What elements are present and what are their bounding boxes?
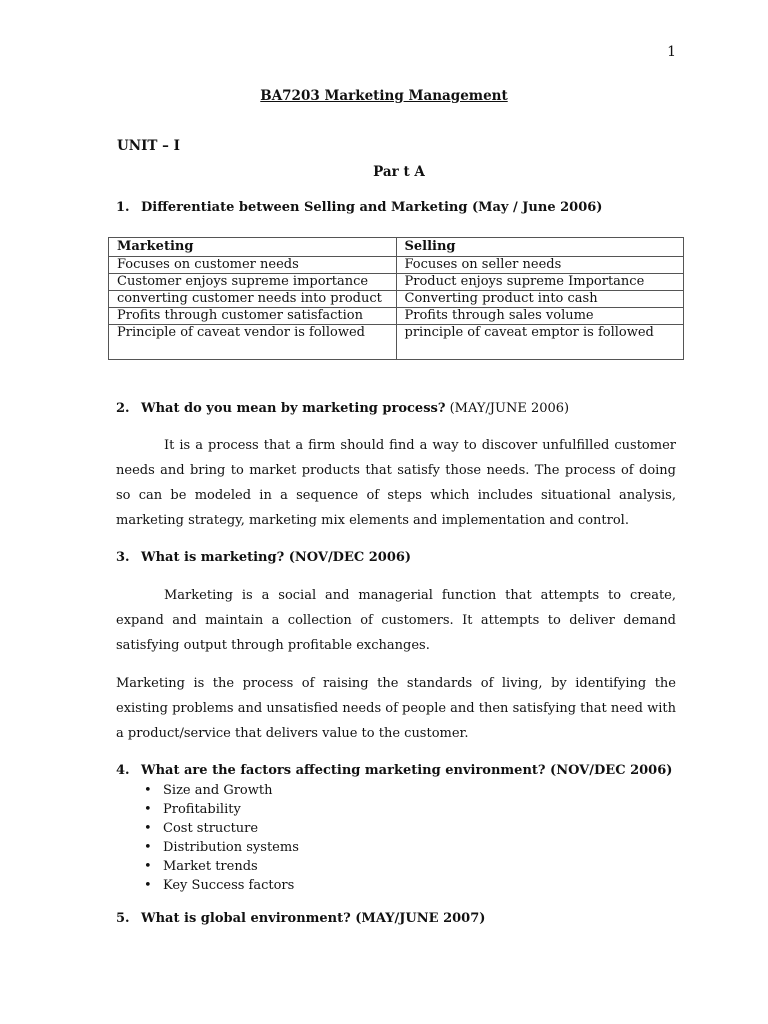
question-number: 3. [116, 550, 130, 565]
question-text: What do you mean by marketing process? [141, 401, 446, 416]
question-number: 4. [116, 763, 130, 778]
table-row [109, 308, 684, 325]
question-1 [116, 200, 602, 215]
list-item: • Cost structure [144, 819, 299, 838]
list-item: • Distribution systems [144, 838, 299, 857]
table-cell: Profits through sales volume [396, 308, 684, 325]
question-4 [116, 763, 672, 778]
table-cell: principle of caveat emptor is followed [396, 325, 684, 360]
question-tag: (MAY/JUNE 2006) [445, 401, 570, 416]
table-cell: Converting product into cash [396, 291, 684, 308]
question-2 [116, 401, 569, 416]
list-item: • Key Success factors [144, 876, 299, 895]
factor-list [144, 781, 299, 895]
unit-heading: UNIT – I [117, 138, 180, 154]
list-item: • Market trends [144, 857, 299, 876]
table-cell: Customer enjoys supreme importance [109, 274, 397, 291]
table-cell: Focuses on customer needs [109, 257, 397, 274]
question-text: What are the factors affecting marketing environment? (NOV/DEC 2006) [141, 763, 673, 778]
comparison-table [108, 237, 684, 360]
table-cell: Profits through customer satisfaction [109, 308, 397, 325]
table-cell: Product enjoys supreme Importance [396, 274, 684, 291]
question-number: 5. [116, 911, 130, 926]
part-heading: Par t A [373, 164, 425, 180]
answer-paragraph: Marketing is a social and managerial function that attempts to create, expand and maintain a collection of customers. It attempts to deliver demand satisfying output through profitable exchanges. [116, 588, 676, 653]
question-text: Differentiate between Selling and Marketing (May / June 2006) [141, 200, 603, 215]
question-text: What is global environment? (MAY/JUNE 2007) [141, 911, 486, 926]
list-item: • Profitability [144, 800, 299, 819]
table-row [109, 274, 684, 291]
list-item: • Size and Growth [144, 781, 299, 800]
table-cell: converting customer needs into product [109, 291, 397, 308]
page-number: 1 [667, 44, 676, 60]
table-header-row [109, 238, 684, 257]
document-title: BA7203 Marketing Management [260, 88, 508, 104]
table-row [109, 257, 684, 274]
table-header-selling: Selling [396, 238, 684, 257]
question-5 [116, 911, 485, 926]
answer-paragraph: It is a process that a firm should find a way to discover unfulfilled customer needs and bring to market products that satisfy those needs. The process of doing so can be modeled in a sequence of steps which includes situational analysis, marketing strategy, marketing mix elements and implementation and control. [116, 438, 676, 528]
table-cell: Principle of caveat vendor is followed [109, 325, 397, 360]
question-number: 1. [116, 200, 130, 215]
table-row [109, 291, 684, 308]
table-row [109, 325, 684, 360]
table-cell: Focuses on seller needs [396, 257, 684, 274]
table-header-marketing: Marketing [109, 238, 397, 257]
question-text: What is marketing? (NOV/DEC 2006) [141, 550, 412, 565]
question-number: 2. [116, 401, 130, 416]
answer-paragraph: Marketing is the process of raising the standards of living, by identifying the existing problems and unsatisfied needs of people and then satisfying that need with a product/service that delivers value to the customer. [116, 676, 676, 741]
question-3 [116, 550, 411, 565]
